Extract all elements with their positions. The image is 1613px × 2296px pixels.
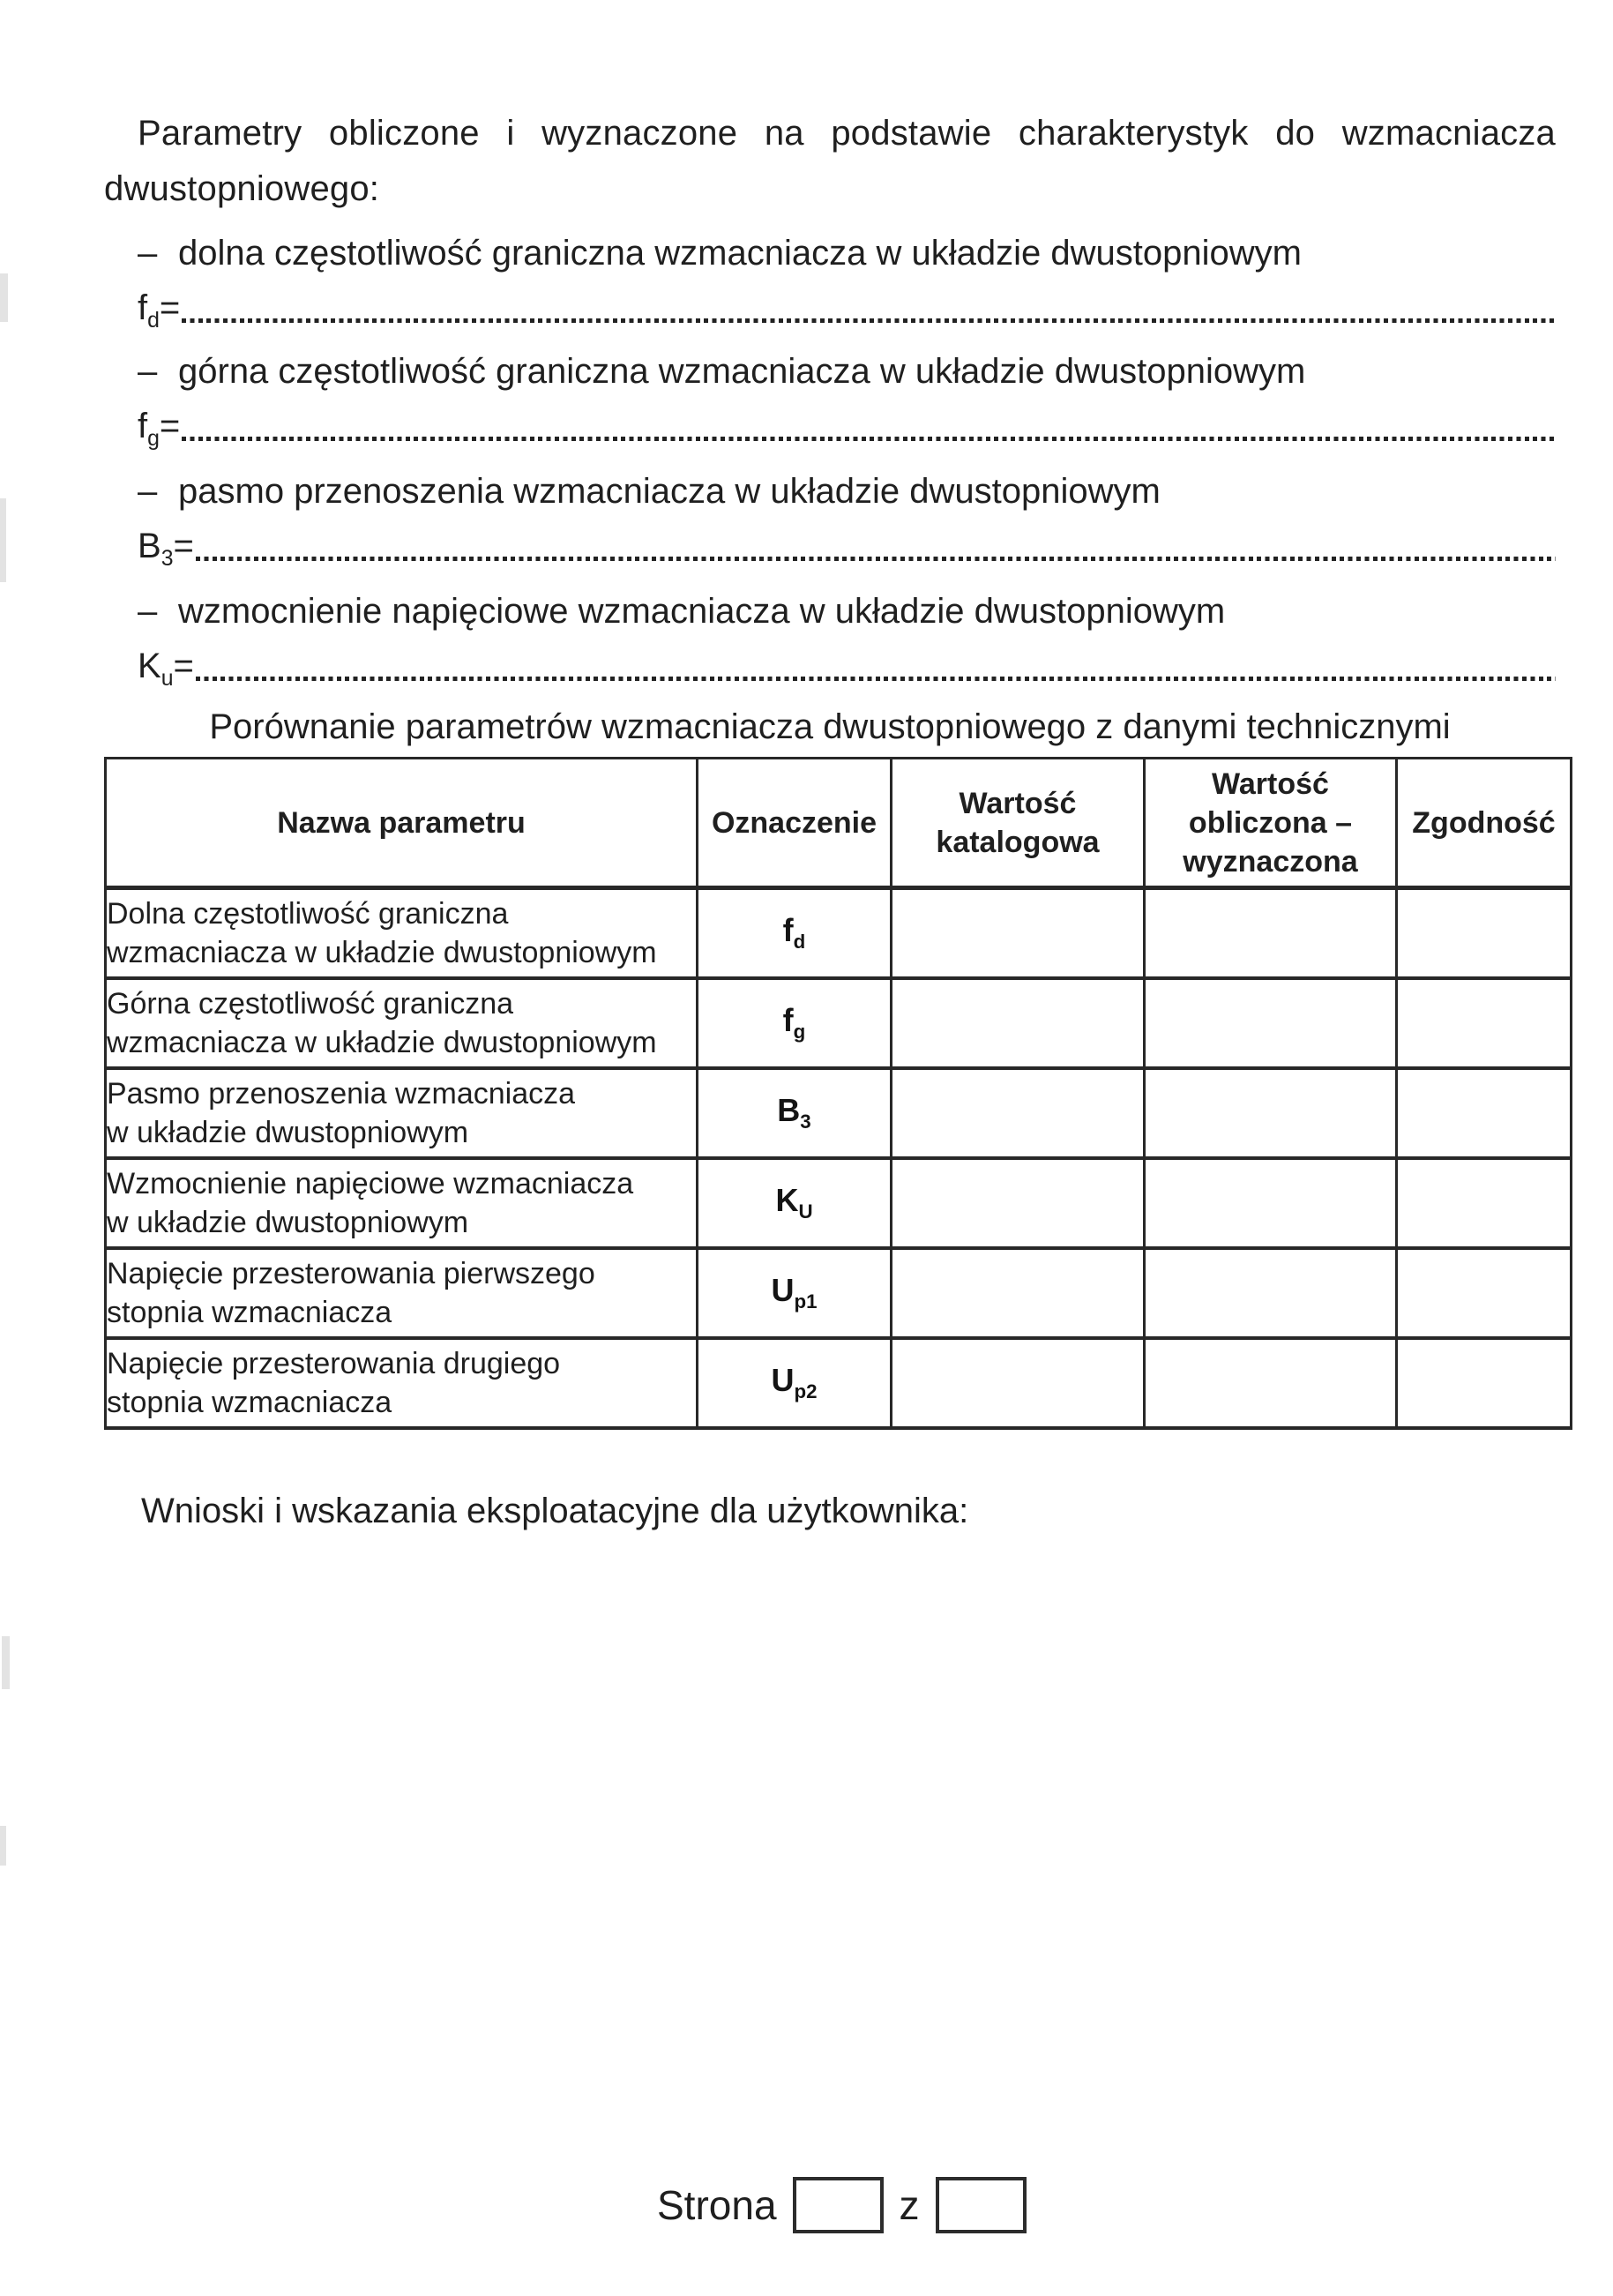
bullet-group-ku [138,589,1556,690]
page-label: Strona [657,2182,777,2228]
param-name: Górna częstotliwość graniczna wzmacniacza w układzie dwustopniowym [106,978,698,1068]
bullet-dash: – [138,472,158,511]
table-row [106,1338,1572,1428]
bullet-group-fd [138,231,1556,332]
table-row [106,978,1572,1068]
computed-value-cell [1145,1338,1397,1428]
catalog-value-cell [892,978,1145,1068]
param-name: Wzmocnienie napięciowe wzmacniacza w układzie dwustopniowym [106,1158,698,1248]
catalog-value-cell [892,1158,1145,1248]
bullet-dash: – [138,234,158,273]
conclusions-label: Wnioski i wskazania eksploatacyjne dla użytkownika: [141,1492,969,1530]
compliance-cell [1397,888,1572,978]
page-footer [657,2177,1027,2233]
compliance-cell [1397,1338,1572,1428]
computed-value-cell [1145,978,1397,1068]
param-name: Pasmo przenoszenia wzmacniacza w układzie dwustopniowym [106,1068,698,1158]
header-wartosc-katalogowa: Wartość katalogowa [892,759,1145,888]
param-name: Dolna częstotliwość graniczna wzmacniacza w układzie dwustopniowym [106,888,698,978]
param-name: Napięcie przesterowania drugiego stopnia wzmacniacza [106,1338,698,1428]
header-oznaczenie: Oznaczenie [698,759,892,888]
scan-artifact [2,1636,10,1689]
computed-value-cell [1145,888,1397,978]
param-symbol: $f_d$ [698,888,892,978]
bullet-dash: – [138,352,158,391]
computed-value-cell [1145,1158,1397,1248]
page-total-box [936,2177,1027,2233]
dotted-leader [182,437,1556,441]
compliance-cell [1397,1248,1572,1338]
formula-symbol: $K_u=$ [138,647,194,691]
catalog-value-cell [892,888,1145,978]
bullet-group-b3 [138,469,1556,570]
table-row [106,888,1572,978]
compliance-cell [1397,978,1572,1068]
scan-artifact [0,498,6,582]
table-title: Porównanie parametrów wzmacniacza dwustopniowego z danymi technicznymi [209,707,1451,746]
bullet-text: wzmocnienie napięciowe wzmacniacza w układzie dwustopniowym [178,592,1226,631]
table-row [106,1248,1572,1338]
formula-symbol: $f_d=$ [138,288,181,333]
bullet-label [138,589,1556,633]
bullet-text: górna częstotliwość graniczna wzmacniacza w układzie dwustopniowym [178,352,1306,391]
computed-value-cell [1145,1068,1397,1158]
dotted-leader [196,677,1556,681]
catalog-value-cell [892,1068,1145,1158]
computed-value-cell [1145,1248,1397,1338]
bullet-dash: – [138,592,158,631]
param-name: Napięcie przesterowania pierwszego stopnia wzmacniacza [106,1248,698,1338]
param-symbol: $f_g$ [698,978,892,1068]
formula-line-ku [138,642,1556,690]
table-header-row [106,759,1572,888]
dotted-leader [196,557,1556,561]
dotted-leader [182,318,1556,323]
bullet-text: pasmo przenoszenia wzmacniacza w układzie dwustopniowym [178,472,1161,511]
formula-line-b3 [138,522,1556,570]
formula-symbol: $f_g=$ [138,407,181,451]
param-symbol: $U_{p2}$ [698,1338,892,1428]
bullet-label [138,469,1556,513]
param-symbol: $U_{p1}$ [698,1248,892,1338]
page-of-label: z [899,2182,920,2228]
bullet-label [138,231,1556,275]
catalog-value-cell [892,1338,1145,1428]
formula-line-fg [138,402,1556,450]
page-number-box [793,2177,884,2233]
scan-artifact [0,1826,6,1866]
header-zgodnosc: Zgodność [1397,759,1572,888]
table-row [106,1068,1572,1158]
formula-symbol: $B_3=$ [138,527,194,571]
formula-line-fd [138,284,1556,332]
param-symbol: $B_3$ [698,1068,892,1158]
intro-paragraph: Parametry obliczone i wyznaczone na podstawie charakterystyk do wzmacniacza dwustopniowego: [104,114,1556,208]
compliance-cell [1397,1158,1572,1248]
catalog-value-cell [892,1248,1145,1338]
compliance-cell [1397,1068,1572,1158]
header-nazwa-parametru: Nazwa parametru [106,759,698,888]
bullet-text: dolna częstotliwość graniczna wzmacniacza w układzie dwustopniowym [178,234,1302,273]
comparison-table [104,757,1572,1430]
bullet-label [138,349,1556,393]
bullet-group-fg [138,349,1556,450]
header-wartosc-obliczona: Wartość obliczona – wyznaczona [1145,759,1397,888]
scan-artifact [0,273,8,322]
param-symbol: $K_U$ [698,1158,892,1248]
table-row [106,1158,1572,1248]
